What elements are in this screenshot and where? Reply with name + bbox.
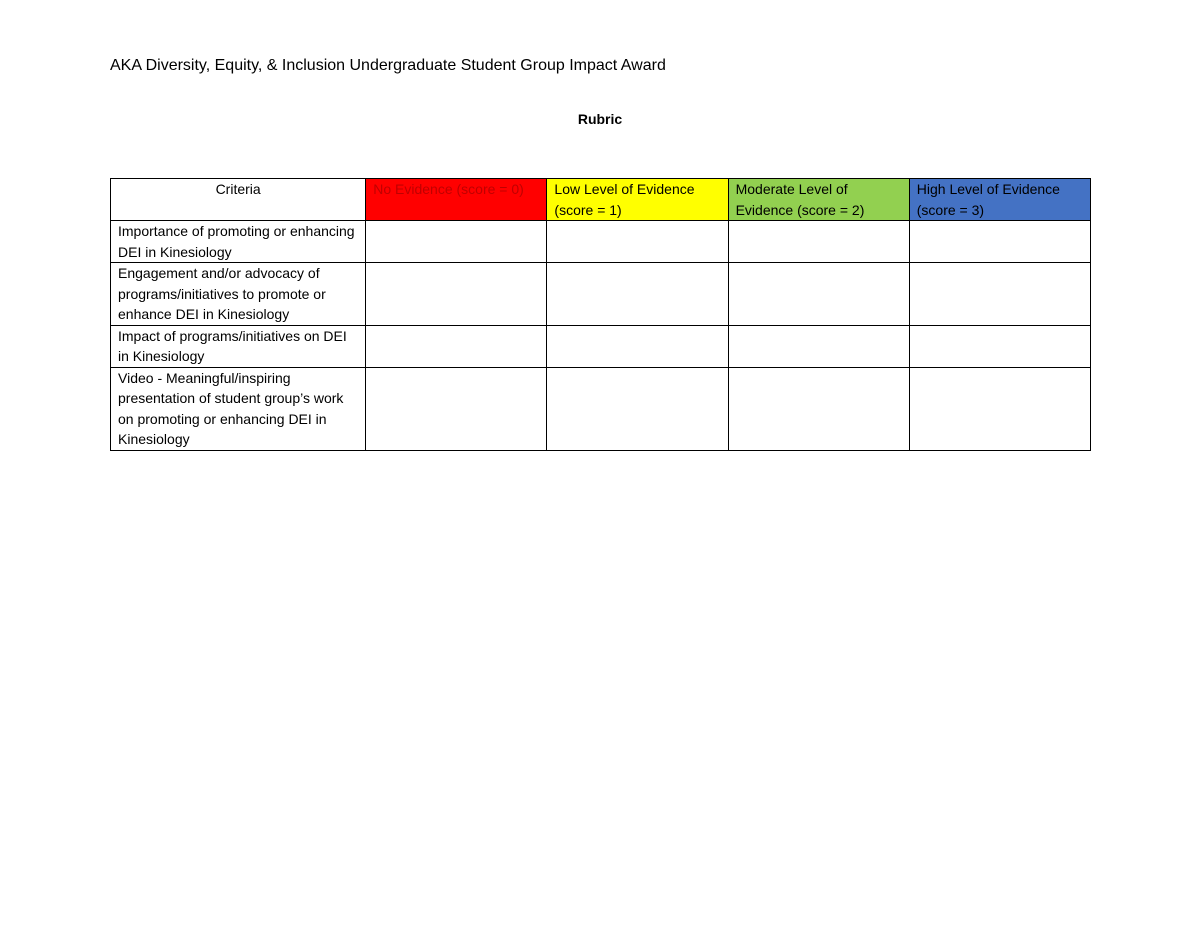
score-cell xyxy=(909,263,1090,326)
criteria-cell: Engagement and/or advocacy of programs/initiatives to promote or enhance DEI in Kinesiology xyxy=(111,263,366,326)
rubric-heading: Rubric xyxy=(577,111,623,127)
score-cell xyxy=(728,263,909,326)
table-row xyxy=(111,367,1091,450)
score-cell xyxy=(366,221,547,263)
score-cell xyxy=(728,221,909,263)
score-cell xyxy=(366,367,547,450)
criteria-cell: Video - Meaningful/inspiring presentation of student group’s work on promoting or enhancing DEI in Kinesiology xyxy=(111,367,366,450)
rubric-table xyxy=(110,178,1091,451)
score-cell xyxy=(547,367,728,450)
document-title: AKA Diversity, Equity, & Inclusion Undergraduate Student Group Impact Award xyxy=(110,57,666,74)
score-cell xyxy=(547,221,728,263)
table-row xyxy=(111,325,1091,367)
score-cell xyxy=(909,325,1090,367)
header-high-evidence: High Level of Evidence (score = 3) xyxy=(909,179,1090,221)
criteria-cell: Importance of promoting or enhancing DEI in Kinesiology xyxy=(111,221,366,263)
header-no-evidence: No Evidence (score = 0) xyxy=(366,179,547,221)
header-low-evidence: Low Level of Evidence (score = 1) xyxy=(547,179,728,221)
score-cell xyxy=(547,325,728,367)
header-row xyxy=(111,179,1091,221)
header-criteria: Criteria xyxy=(111,179,366,221)
score-cell xyxy=(366,263,547,326)
table-row xyxy=(111,221,1091,263)
score-cell xyxy=(366,325,547,367)
score-cell xyxy=(909,367,1090,450)
score-cell xyxy=(547,263,728,326)
table-row xyxy=(111,263,1091,326)
score-cell xyxy=(728,325,909,367)
criteria-cell: Impact of programs/initiatives on DEI in Kinesiology xyxy=(111,325,366,367)
score-cell xyxy=(728,367,909,450)
header-moderate-evidence: Moderate Level of Evidence (score = 2) xyxy=(728,179,909,221)
score-cell xyxy=(909,221,1090,263)
